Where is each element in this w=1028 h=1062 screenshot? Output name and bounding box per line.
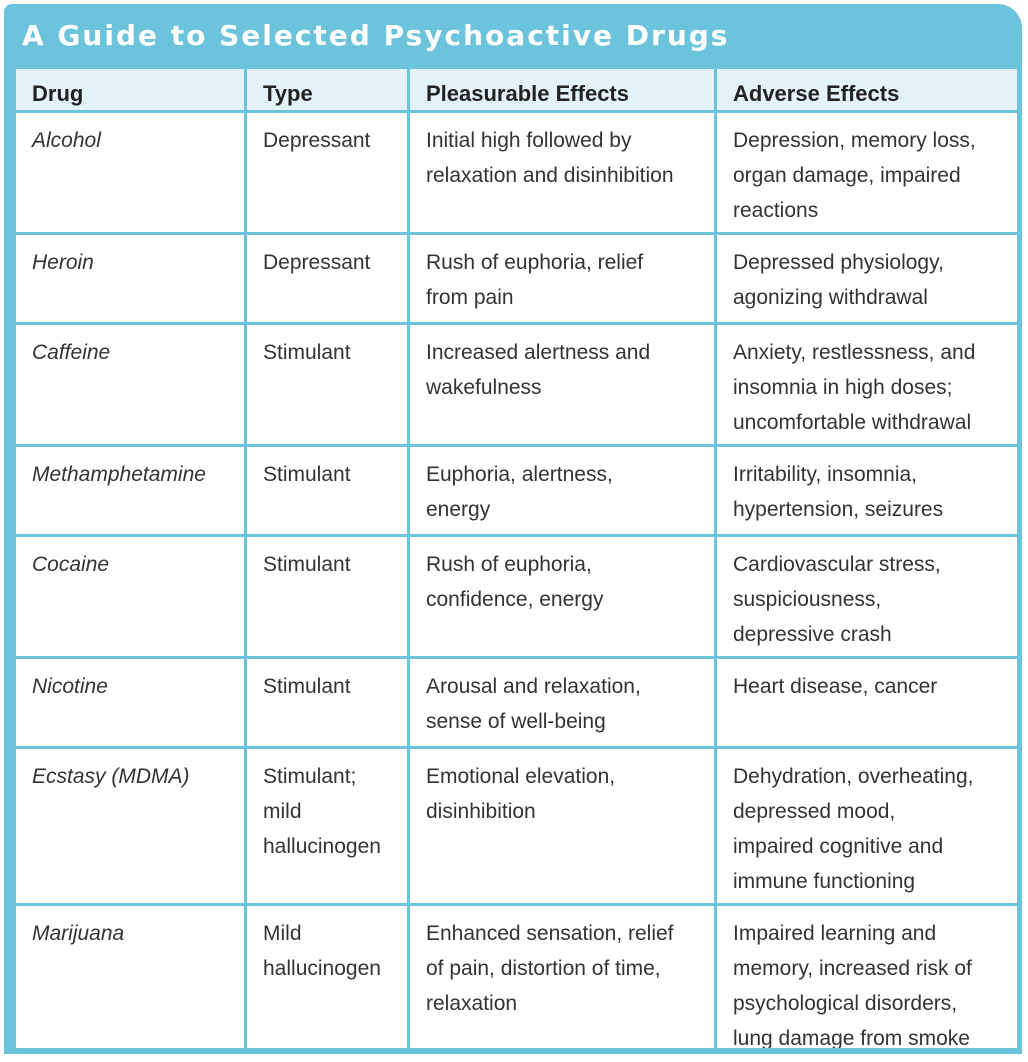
cell-line: Stimulant bbox=[263, 463, 351, 486]
cell-line: depressed mood, bbox=[733, 800, 896, 823]
cell-pleasurable-effects bbox=[409, 536, 716, 658]
cell-type bbox=[246, 112, 409, 234]
cell-line: uncomfortable withdrawal bbox=[733, 411, 972, 434]
cell-line: depressive crash bbox=[733, 623, 892, 646]
cell-line: Stimulant; bbox=[263, 765, 357, 788]
cell-line: impaired cognitive and bbox=[733, 835, 944, 858]
cell-pleasurable-effects bbox=[409, 748, 716, 905]
cell-line: of pain, distortion of time, bbox=[426, 957, 661, 980]
cell-line: Initial high followed by bbox=[426, 129, 632, 152]
cell-line: hallucinogen bbox=[263, 957, 381, 980]
cell-line: Stimulant bbox=[263, 553, 351, 576]
cell-drug: Caffeine bbox=[15, 324, 246, 446]
cell-line: immune functioning bbox=[733, 870, 916, 893]
cell-pleasurable-effects bbox=[409, 446, 716, 536]
cell-adverse-effects bbox=[716, 446, 1018, 536]
cell-line: Heart disease, cancer bbox=[733, 675, 938, 698]
cell-type bbox=[246, 324, 409, 446]
cell-pleasurable-effects bbox=[409, 324, 716, 446]
cell-type bbox=[246, 748, 409, 905]
table-row bbox=[15, 446, 1018, 536]
cell-line: Stimulant bbox=[263, 341, 351, 364]
cell-line: Depressant bbox=[263, 129, 371, 152]
cell-line: lung damage from smoke bbox=[733, 1027, 970, 1048]
cell-line: confidence, energy bbox=[426, 588, 604, 611]
cell-adverse-effects bbox=[716, 905, 1018, 1049]
cell-line: Impaired learning and bbox=[733, 922, 937, 945]
cell-drug: Nicotine bbox=[15, 658, 246, 748]
column-header-adverse-effects: Adverse Effects bbox=[716, 68, 1018, 112]
cell-drug: Alcohol bbox=[15, 112, 246, 234]
cell-line: disinhibition bbox=[426, 800, 536, 823]
table-row bbox=[15, 748, 1018, 905]
cell-adverse-effects bbox=[716, 234, 1018, 324]
table-row bbox=[15, 234, 1018, 324]
cell-drug: Ecstasy (MDMA) bbox=[15, 748, 246, 905]
cell-type bbox=[246, 905, 409, 1049]
cell-type bbox=[246, 446, 409, 536]
cell-line: Euphoria, alertness, bbox=[426, 463, 613, 486]
table-container bbox=[13, 66, 1017, 1048]
cell-type bbox=[246, 536, 409, 658]
table-body bbox=[15, 112, 1018, 1049]
cell-line: Stimulant bbox=[263, 675, 351, 698]
cell-pleasurable-effects bbox=[409, 234, 716, 324]
cell-pleasurable-effects bbox=[409, 112, 716, 234]
cell-line: Depressant bbox=[263, 251, 371, 274]
cell-line: from pain bbox=[426, 286, 514, 309]
header-row bbox=[15, 68, 1018, 112]
table-row bbox=[15, 905, 1018, 1049]
cell-line: relaxation and disinhibition bbox=[426, 164, 674, 187]
cell-type bbox=[246, 658, 409, 748]
cell-line: insomnia in high doses; bbox=[733, 376, 953, 399]
cell-pleasurable-effects bbox=[409, 658, 716, 748]
cell-line: Anxiety, restlessness, and bbox=[733, 341, 976, 364]
table-row bbox=[15, 324, 1018, 446]
column-header-pleasurable-effects: Pleasurable Effects bbox=[409, 68, 716, 112]
cell-line: Cardiovascular stress, bbox=[733, 553, 941, 576]
cell-line: energy bbox=[426, 498, 491, 521]
cell-drug: Heroin bbox=[15, 234, 246, 324]
cell-adverse-effects bbox=[716, 536, 1018, 658]
cell-line: Dehydration, overheating, bbox=[733, 765, 974, 788]
cell-type bbox=[246, 234, 409, 324]
cell-line: hallucinogen bbox=[263, 835, 381, 858]
cell-line: memory, increased risk of bbox=[733, 957, 972, 980]
cell-drug: Cocaine bbox=[15, 536, 246, 658]
cell-line: mild bbox=[263, 800, 302, 823]
cell-line: Depression, memory loss, bbox=[733, 129, 976, 152]
column-header-type: Type bbox=[246, 68, 409, 112]
cell-line: sense of well-being bbox=[426, 710, 606, 733]
page-title: A Guide to Selected Psychoactive Drugs bbox=[22, 19, 730, 52]
cell-line: Rush of euphoria, bbox=[426, 553, 592, 576]
cell-line: organ damage, impaired bbox=[733, 164, 961, 187]
cell-line: Irritability, insomnia, bbox=[733, 463, 917, 486]
cell-line: Emotional elevation, bbox=[426, 765, 616, 788]
cell-adverse-effects bbox=[716, 658, 1018, 748]
cell-line: Increased alertness and bbox=[426, 341, 651, 364]
cell-line: Rush of euphoria, relief bbox=[426, 251, 644, 274]
cell-adverse-effects bbox=[716, 324, 1018, 446]
drug-table bbox=[13, 66, 1017, 1048]
table-row bbox=[15, 112, 1018, 234]
cell-line: suspiciousness, bbox=[733, 588, 882, 611]
cell-adverse-effects bbox=[716, 748, 1018, 905]
cell-line: hypertension, seizures bbox=[733, 498, 944, 521]
table-frame bbox=[4, 4, 1022, 1054]
cell-line: Enhanced sensation, relief bbox=[426, 922, 674, 945]
cell-line: Mild bbox=[263, 922, 302, 945]
cell-adverse-effects bbox=[716, 112, 1018, 234]
cell-line: psychological disorders, bbox=[733, 992, 958, 1015]
column-header-drug: Drug bbox=[15, 68, 246, 112]
cell-line: Arousal and relaxation, bbox=[426, 675, 641, 698]
cell-line: reactions bbox=[733, 199, 819, 222]
cell-drug: Marijuana bbox=[15, 905, 246, 1049]
cell-line: agonizing withdrawal bbox=[733, 286, 928, 309]
cell-line: wakefulness bbox=[426, 376, 542, 399]
table-row bbox=[15, 658, 1018, 748]
cell-drug: Methamphetamine bbox=[15, 446, 246, 536]
cell-line: Depressed physiology, bbox=[733, 251, 944, 274]
table-row bbox=[15, 536, 1018, 658]
cell-line: relaxation bbox=[426, 992, 518, 1015]
cell-pleasurable-effects bbox=[409, 905, 716, 1049]
